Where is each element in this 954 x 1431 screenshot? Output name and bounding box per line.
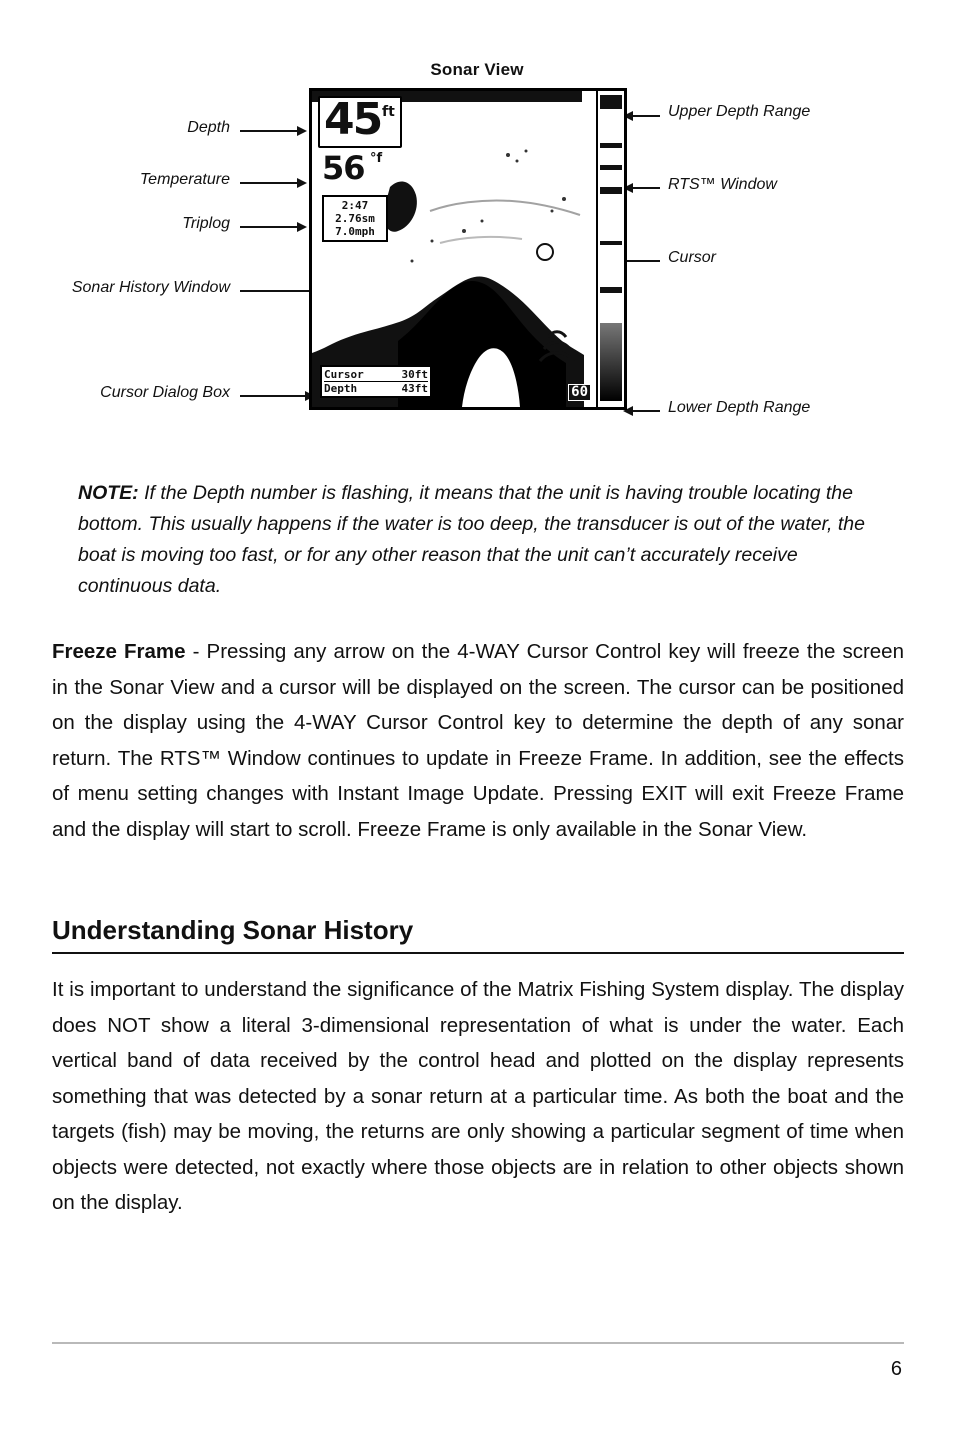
page-number: 6 xyxy=(890,1358,902,1380)
callout-arrow-upper-depth xyxy=(632,115,660,117)
rts-bar xyxy=(600,187,622,194)
cursor-dialog-cursor-value: 30ft xyxy=(401,368,428,381)
cursor-dialog-cursor-label: Cursor xyxy=(324,368,364,381)
triplog-time: 2:47 xyxy=(341,199,369,212)
rts-bar xyxy=(600,95,622,109)
note-block xyxy=(78,478,878,602)
callout-sonar-history-window: Sonar History Window xyxy=(71,279,230,296)
triplog-box xyxy=(322,195,388,242)
triplog-speed: 7.0mph xyxy=(335,225,375,238)
callout-arrow-depth xyxy=(240,130,298,132)
footer-divider xyxy=(52,1342,904,1344)
freeze-frame-paragraph xyxy=(52,634,904,847)
rts-window xyxy=(596,91,624,407)
callout-rts-window: RTS™ Window xyxy=(668,176,777,193)
callout-lower-depth-range: Lower Depth Range xyxy=(668,399,811,416)
lower-depth-range-value: 60 xyxy=(568,384,591,401)
callout-arrow-lower-depth xyxy=(632,410,660,412)
triplog-distance: 2.76sm xyxy=(335,212,375,225)
callout-arrow-cursor-dialog xyxy=(240,395,306,397)
section-heading: Understanding Sonar History xyxy=(52,915,904,954)
cursor-dialog-depth-value: 43ft xyxy=(401,382,428,395)
rts-bar xyxy=(600,241,622,245)
rts-bar xyxy=(600,143,622,148)
note-text: If the Depth number is flashing, it means that the unit is having trouble locating the bottom. This usually happens if the water is too deep, the transducer is out of the water, the boat is moving too fast, or for any other reason that the unit can’t accurately receive continuous data. xyxy=(78,482,865,597)
callout-temperature: Temperature xyxy=(139,171,230,188)
depth-value: 45 xyxy=(324,94,382,145)
callout-cursor: Cursor xyxy=(668,249,717,266)
callout-depth: Depth xyxy=(187,119,230,136)
section-body-paragraph: It is important to understand the significance of the Matrix Fishing System display. The display does NOT show a literal 3-dimensional representation of what is under the water. Each vertical band of data received by the control head and plotted on the display represents something that was detected by a sonar return at a particular time. As both the boat and the targets (fish) may be moving, the returns are only showing a particular segment of time when objects were detected, not exactly where those objects are in relation to other objects shown on the display. xyxy=(52,978,904,1214)
figure-title: Sonar View xyxy=(430,60,524,79)
rts-bar xyxy=(600,287,622,293)
freeze-frame-text: - Pressing any arrow on the 4-WAY Cursor Control key will freeze the screen in the Sonar View and a cursor will be displayed on the screen. The cursor can be positioned on the display using the 4-WAY Cursor Control key to determine the depth of any sonar return. The RTS™ Window continues to update in Freeze Frame. In addition, see the effects of menu setting changes with Instant Image Update. Pressing EXIT will exit Freeze Frame and the display will start to scroll. Freeze Frame is only available in the Sonar View. xyxy=(52,640,904,841)
cursor-icon xyxy=(536,243,554,261)
callout-upper-depth-range: Upper Depth Range xyxy=(668,103,811,120)
callout-arrow-rts-window xyxy=(632,187,660,189)
temperature-value: 56 xyxy=(322,149,365,187)
sonar-screen xyxy=(312,91,624,407)
freeze-frame-heading: Freeze Frame xyxy=(52,640,186,663)
depth-unit: ft xyxy=(382,104,395,120)
callout-triplog: Triplog xyxy=(182,215,230,232)
cursor-dialog-box xyxy=(320,365,432,398)
temperature-unit: °f xyxy=(370,151,383,166)
depth-readout xyxy=(318,96,402,148)
rts-bar xyxy=(600,165,622,170)
sonar-view-figure xyxy=(0,0,954,416)
rts-bottom-band xyxy=(600,323,622,401)
callout-cursor-dialog-box: Cursor Dialog Box xyxy=(100,384,230,401)
cursor-dialog-depth-label: Depth xyxy=(324,382,358,395)
callout-arrow-triplog xyxy=(240,226,298,228)
fishfinder-display xyxy=(309,88,627,410)
callout-arrow-temperature xyxy=(240,182,298,184)
note-prefix: NOTE: xyxy=(78,482,139,504)
